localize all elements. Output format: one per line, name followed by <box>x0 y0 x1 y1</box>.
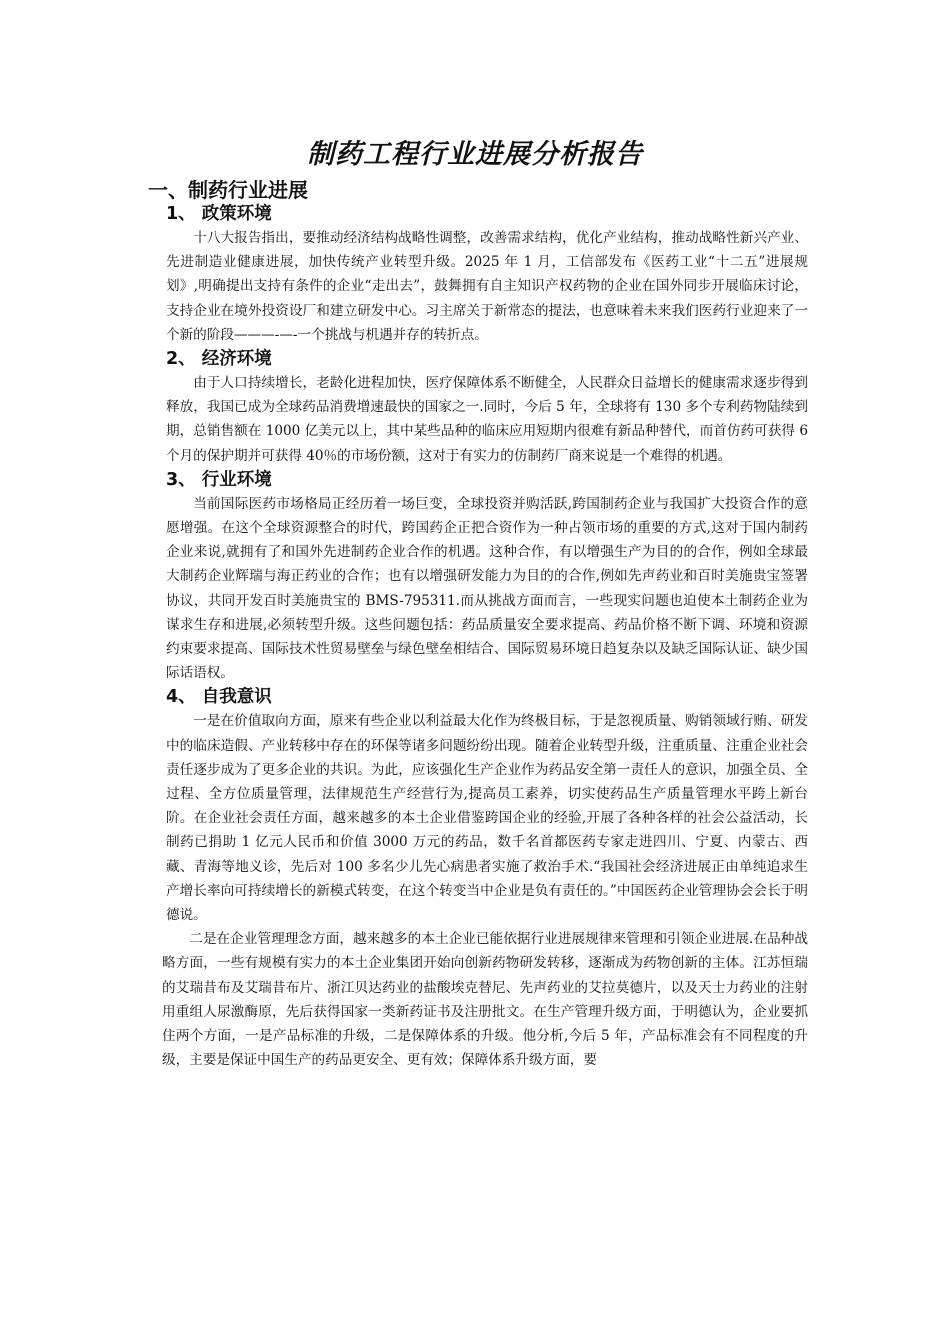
section-heading-industry-development: 一、制药行业进展 <box>148 178 308 202</box>
subsection-heading-economy: 2、 经济环境 <box>166 349 272 370</box>
paragraph-industry: 当前国际医药市场格局正经历着一场巨变，全球投资并购活跃,跨国制药企业与我国扩大投资合作的意愿增强。在这个全球资源整合的时代，跨国药企正把合资作为一种占领市场的重要的方式,这对于国内制药企业来说,就拥有了和国外先进制药企业合作的机遇。这种合作，有以增强生产为目的的合作，例如全球最大制药企业辉瑞与海正药业的合作；也有以增强研发能力为目的的合作,例如先声药业和百时美施贵宝签署协议，共同开发百时美施贵宝的 BMS-795311.而从挑战方面而言，一些现实问题也迫使本土制药企业为谋求生存和进展,必须转型升级。这些问题包括：药品质量安全要求提高、药品价格不断下调、环境和资源约束要求提高、国际技术性贸易壁垒与绿色壁垒相结合、国际贸易环境日趋复杂以及缺乏国际认证、缺少国际话语权。 <box>166 495 808 682</box>
document-title: 制药工程行业进展分析报告 <box>307 139 643 170</box>
subsection-heading-policy: 1、 政策环境 <box>166 204 272 224</box>
paragraph-economy: 由于人口持续增长，老龄化进程加快，医疗保障体系不断健全，人民群众日益增长的健康需求逐步得到释放，我国已成为全球药品消费增速最快的国家之一.同时，今后 5 年，全球将有 130 多个专利药物陆续到期，总销售额在 1000 亿美元以上，其中某些品种的临床应用短期内很难有新品种替代，而首仿药可获得 6 个月的保护期并可获得 40％的市场份额，这对于有实力的仿制药厂商来说是一个难得的机遇。 <box>166 375 808 464</box>
subsection-heading-self-awareness: 4、 自我意识 <box>166 687 272 708</box>
document-body <box>148 178 808 1073</box>
subsection-heading-industry: 3、 行业环境 <box>166 469 272 490</box>
paragraph-self-awareness-2: 二是在企业管理理念方面，越来越多的本土企业已能依据行业进展规律来管理和引领企业进展.在品种战略方面，一些有规模有实力的本土企业集团开始向创新药物研发转移，逐渐成为药物创新的主体。江苏恒瑞的艾瑞昔布及艾瑞昔布片、浙江贝达药业的盐酸埃克替尼、先声药业的艾拉莫德片，以及天士力药业的注射用重组人尿激酶原，先后获得国家一类新药证书及注册批文。在生产管理升级方面，于明德认为，企业要抓住两个方面，一是产品标准的升级，二是保障体系的升级。他分析,今后 5 年，产品标准会有不同程度的升级，主要是保证中国生产的药品更安全、更有效；保障体系升级方面，要 <box>162 931 808 1069</box>
paragraph-self-awareness-1: 一是在价值取向方面，原来有些企业以利益最大化作为终极目标，于是忽视质量、购销领域行贿、研发中的临床造假、产业转移中存在的环保等诸多问题纷纷出现。随着企业转型升级，注重质量、注重企业社会责任逐步成为了更多企业的共识。为此，应该强化生产企业作为药品安全第一责任人的意识，加强全员、全过程、全方位质量管理，法律规范生产经营行为,提高员工素养，切实使药品生产质量管理水平跨上新台阶。在企业社会责任方面，越来越多的本土企业借鉴跨国企业的经验,开展了各种各样的社会公益活动，长制药已捐助 1 亿元人民币和价值 3000 万元的药品，数千名首都医药专家走进四川、宁夏、内蒙古、西藏、青海等地义诊，先后对 100 多名少儿先心病患者实施了救治手术.“我国社会经济进展正由单纯追求生产增长率向可持续增长的新模式转变，在这个转变当中企业是负有责任的。”中国医药企业管理协会会长于明德说。 <box>166 713 808 924</box>
paragraph-policy: 十八大报告指出，要推动经济结构战略性调整，改善需求结构，优化产业结构，推动战略性新兴产业、先进制造业健康进展，加快传统产业转型升级。2025 年 1 月，工信部发布《医药工业“十二五”进展规划》,明确提出支持有条件的企业“走出去”，鼓舞拥有自主知识产权药物的企业在国外同步开展临床讨论，支持企业在境外投资设厂和建立研发中心。习主席关于新常态的提法，也意味着未来我们医药行业迎来了一个新的阶段———-—-一个挑战与机遇并存的转折点。 <box>166 230 808 343</box>
